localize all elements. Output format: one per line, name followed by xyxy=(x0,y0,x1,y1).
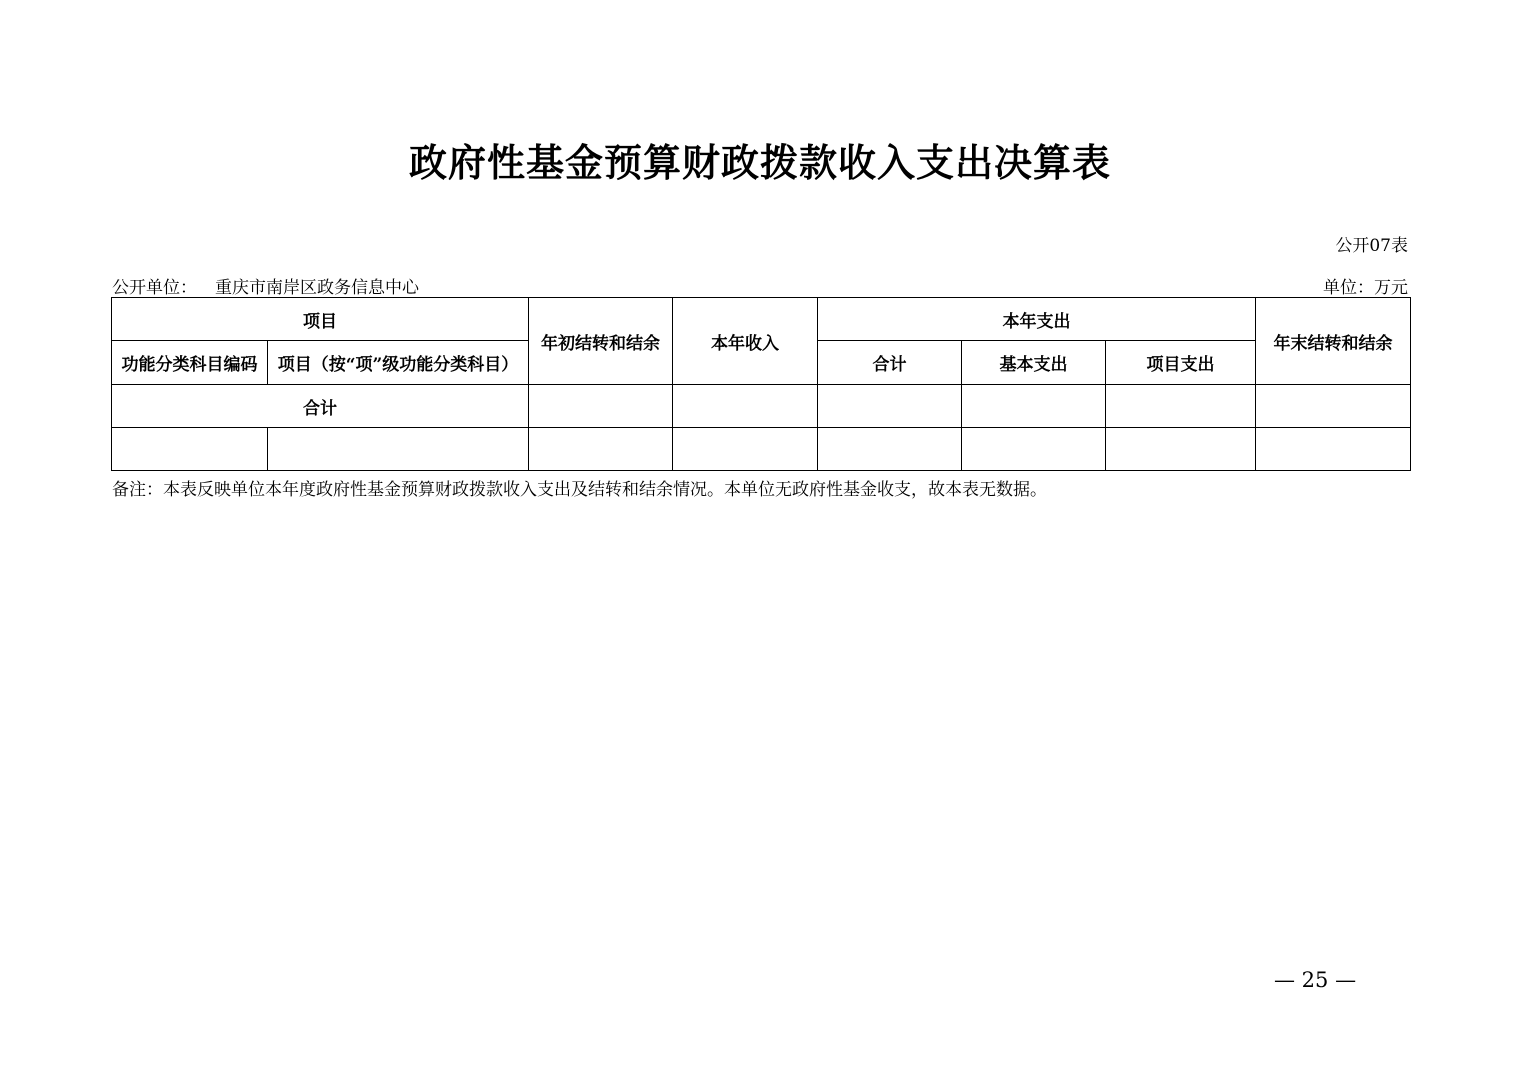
header-func-code: 功能分类科目编码 xyxy=(112,341,268,385)
unit-name: 重庆市南岸区政务信息中心 xyxy=(215,278,419,298)
page-title: 政府性基金预算财政拨款收入支出决算表 xyxy=(408,140,1111,185)
header-expense-total: 合计 xyxy=(818,341,962,385)
row-expense-total xyxy=(818,428,962,471)
header-item-by-level: 项目（按“项”级功能分类科目） xyxy=(268,341,529,385)
total-opening-balance xyxy=(529,385,673,428)
page-number: — 25 — xyxy=(1274,968,1357,992)
header-opening-balance: 年初结转和结余 xyxy=(529,298,673,385)
table-row xyxy=(112,428,1411,471)
header-current-expense: 本年支出 xyxy=(818,298,1256,341)
total-row xyxy=(112,385,1411,428)
row-func-code xyxy=(112,428,268,471)
row-current-income xyxy=(673,428,818,471)
budget-table xyxy=(111,297,1411,471)
header-basic-expense: 基本支出 xyxy=(962,341,1106,385)
total-project-expense xyxy=(1106,385,1256,428)
header-row-1 xyxy=(112,298,1411,341)
header-item: 项目 xyxy=(112,298,529,341)
unit-label: 公开单位： xyxy=(112,278,197,298)
row-opening-balance xyxy=(529,428,673,471)
header-project-expense: 项目支出 xyxy=(1106,341,1256,385)
row-item xyxy=(268,428,529,471)
currency-unit: 单位：万元 xyxy=(1323,278,1408,298)
row-project-expense xyxy=(1106,428,1256,471)
total-closing-balance xyxy=(1256,385,1411,428)
header-closing-balance: 年末结转和结余 xyxy=(1256,298,1411,385)
total-label: 合计 xyxy=(112,385,529,428)
table-number: 公开07表 xyxy=(1335,236,1408,256)
total-expense-total xyxy=(818,385,962,428)
row-closing-balance xyxy=(1256,428,1411,471)
row-basic-expense xyxy=(962,428,1106,471)
unit-info xyxy=(112,273,419,298)
header-current-income: 本年收入 xyxy=(673,298,818,385)
footnote: 备注：本表反映单位本年度政府性基金预算财政拨款收入支出及结转和结余情况。本单位无政府性基金收支，故本表无数据。 xyxy=(112,480,1047,500)
total-basic-expense xyxy=(962,385,1106,428)
total-current-income xyxy=(673,385,818,428)
